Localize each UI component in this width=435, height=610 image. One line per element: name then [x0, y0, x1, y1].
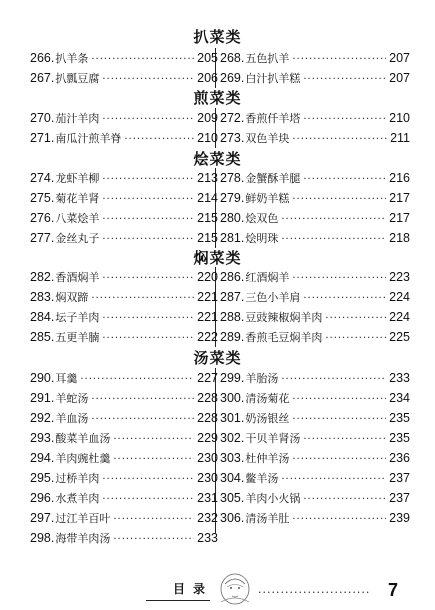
dish-name: 烩双色	[245, 212, 279, 225]
entry-number: 306.	[220, 511, 245, 525]
page-ref: 217	[389, 191, 410, 205]
dish-name: 焖双蹄	[55, 291, 89, 304]
toc-column-right	[220, 368, 410, 528]
leader-dots	[281, 230, 386, 248]
leader-dots	[91, 50, 194, 68]
leader-dots	[325, 329, 386, 347]
entry-number: 274.	[30, 171, 55, 185]
leader-dots	[292, 130, 387, 148]
entry-number: 297.	[30, 511, 55, 525]
dish-name: 鲜奶羊糕	[245, 192, 290, 205]
page-ref: 228	[197, 391, 218, 405]
leader-dots	[102, 490, 194, 508]
leader-dots	[303, 170, 386, 188]
dish-name: 三色小羊肩	[245, 291, 301, 304]
dish-name: 扒羊条	[55, 52, 89, 65]
leader-dots	[292, 510, 386, 528]
page-ref: 228	[197, 411, 218, 425]
page-ref: 234	[389, 391, 410, 405]
toc-entry[interactable]	[220, 208, 410, 228]
toc-entry[interactable]	[30, 368, 218, 388]
dish-name: 清汤菊花	[245, 392, 290, 405]
dish-name: 羊胎汤	[245, 372, 279, 385]
toc-entry[interactable]	[220, 287, 410, 307]
leader-dots	[281, 470, 386, 488]
dish-name: 红酒焖羊	[245, 271, 290, 284]
dish-name: 香煎仟羊塔	[245, 112, 301, 125]
leader-dots	[102, 470, 194, 488]
footer-rule	[146, 600, 210, 601]
toc-entry[interactable]	[220, 448, 410, 468]
page-ref: 217	[389, 211, 410, 225]
entry-number: 293.	[30, 431, 55, 445]
page-ref: 215	[197, 211, 218, 225]
portrait-emblem-icon	[212, 572, 258, 606]
leader-dots	[292, 190, 386, 208]
leader-dots	[91, 289, 194, 307]
toc-entry[interactable]	[220, 68, 410, 88]
entry-number: 280.	[220, 211, 245, 225]
dish-name: 过桥羊肉	[55, 472, 100, 485]
leader-dots	[102, 230, 194, 248]
page-ref: 233	[389, 371, 410, 385]
dish-name: 烩明珠	[245, 232, 279, 245]
entry-number: 270.	[30, 111, 55, 125]
toc-entry[interactable]	[30, 408, 218, 428]
leader-dots	[113, 430, 194, 448]
leader-dots	[91, 390, 194, 408]
dish-name: 龙虾羊柳	[55, 172, 100, 185]
dish-name: 坛子羊肉	[55, 311, 100, 324]
dish-name: 羊蛇汤	[55, 392, 89, 405]
dish-name: 杜仲羊汤	[245, 452, 290, 465]
page-ref: 231	[197, 491, 218, 505]
leader-dots	[325, 309, 386, 327]
dish-name: 羊肉豌杜羹	[55, 452, 111, 465]
entry-number: 286.	[220, 270, 245, 284]
toc-entry[interactable]	[30, 528, 218, 548]
toc-column-left	[30, 108, 218, 148]
leader-dots	[102, 70, 194, 88]
dish-name: 白汁扒羊糕	[245, 72, 301, 85]
dish-name: 茄汁羊肉	[55, 112, 100, 125]
entry-number: 300.	[220, 391, 245, 405]
leader-dots	[80, 370, 194, 388]
entry-number: 272.	[220, 111, 245, 125]
toc-entry[interactable]	[30, 327, 218, 347]
leader-dots	[113, 510, 194, 528]
toc-entry[interactable]	[30, 267, 218, 287]
page-ref: 207	[389, 51, 410, 65]
toc-entry[interactable]	[30, 208, 218, 228]
page-ref: 236	[389, 451, 410, 465]
leader-dots	[292, 390, 386, 408]
page-ref: 222	[197, 330, 218, 344]
entry-number: 271.	[30, 131, 55, 145]
toc-entry[interactable]	[220, 267, 410, 287]
page-ref: 207	[389, 71, 410, 85]
dish-name: 清汤羊肚	[245, 512, 290, 525]
entry-number: 269.	[220, 71, 245, 85]
entry-number: 296.	[30, 491, 55, 505]
dish-name: 耳羹	[55, 372, 78, 385]
dish-name: 香酒焖羊	[55, 271, 100, 284]
dish-name: 过江羊百叶	[55, 512, 111, 525]
toc-entry[interactable]	[30, 428, 218, 448]
page-ref: 239	[389, 511, 410, 525]
toc-entry[interactable]	[30, 388, 218, 408]
entry-number: 291.	[30, 391, 55, 405]
toc-column-left	[30, 368, 218, 548]
toc-column-right	[220, 267, 410, 347]
page-ref: 225	[389, 330, 410, 344]
section-title-1: 煎菜类	[193, 89, 242, 107]
toc-entry[interactable]	[220, 388, 410, 408]
entry-number: 303.	[220, 451, 245, 465]
page-ref: 209	[197, 111, 218, 125]
page-ref: 233	[197, 531, 218, 545]
toc-entry[interactable]	[30, 508, 218, 528]
toc-column-left	[30, 267, 218, 347]
entry-number: 273.	[220, 131, 245, 145]
entry-number: 278.	[220, 171, 245, 185]
page-footer	[0, 578, 435, 608]
leader-dots	[292, 269, 386, 287]
dish-name: 羊肉小火锅	[245, 492, 301, 505]
leader-dots	[102, 170, 194, 188]
dish-name: 扒瓢豆腐	[55, 72, 100, 85]
page-ref: 237	[389, 471, 410, 485]
dish-name: 奶汤银丝	[245, 412, 290, 425]
entry-number: 299.	[220, 371, 245, 385]
page-ref: 205	[197, 51, 218, 65]
leader-dots	[303, 70, 386, 88]
toc-entry[interactable]	[30, 468, 218, 488]
page-ref: 214	[197, 191, 218, 205]
section-title-3: 焖菜类	[193, 249, 242, 267]
leader-dots	[303, 430, 386, 448]
section-title-4: 汤菜类	[193, 349, 242, 367]
toc-entry[interactable]	[30, 287, 218, 307]
leader-dots	[113, 450, 194, 468]
page-ref: 237	[389, 491, 410, 505]
toc-entry[interactable]	[30, 128, 218, 148]
section-title-2: 烩菜类	[193, 150, 242, 168]
page-ref: 215	[197, 231, 218, 245]
dish-name: 豆豉辣椒焖羊肉	[245, 311, 323, 324]
page-ref: 235	[389, 411, 410, 425]
toc-entry[interactable]	[30, 108, 218, 128]
leader-dots	[281, 210, 386, 228]
page-ref: 229	[197, 431, 218, 445]
toc-column-left	[30, 48, 218, 88]
toc-entry[interactable]	[30, 168, 218, 188]
page-ref: 216	[389, 171, 410, 185]
entry-number: 294.	[30, 451, 55, 465]
dish-name: 菊花羊肾	[55, 192, 100, 205]
leader-dots	[303, 490, 386, 508]
leader-dots	[292, 50, 386, 68]
dish-name: 干贝羊肾汤	[245, 432, 301, 445]
entry-number: 276.	[30, 211, 55, 225]
page-number: 7	[388, 580, 399, 600]
leader-dots	[102, 210, 194, 228]
entry-number: 283.	[30, 290, 55, 304]
entry-number: 267.	[30, 71, 55, 85]
leader-dots	[292, 410, 386, 428]
toc-entry[interactable]	[220, 408, 410, 428]
entry-number: 277.	[30, 231, 55, 245]
dish-name: 五色扒羊	[245, 52, 290, 65]
dish-name: 水煮羊肉	[55, 492, 100, 505]
entry-number: 284.	[30, 310, 55, 324]
page-ref: 223	[389, 270, 410, 284]
toc-entry[interactable]	[220, 228, 410, 248]
leader-dots	[102, 190, 194, 208]
dish-name: 双色羊块	[245, 132, 290, 145]
footer-dots: ·························	[258, 586, 371, 599]
leader-dots	[292, 450, 386, 468]
toc-entry[interactable]	[220, 307, 410, 327]
entry-number: 266.	[30, 51, 55, 65]
leader-dots	[102, 269, 194, 287]
toc-entry[interactable]	[220, 508, 410, 528]
entry-number: 301.	[220, 411, 245, 425]
leader-dots	[113, 530, 194, 548]
leader-dots	[124, 130, 194, 148]
leader-dots	[91, 410, 194, 428]
page-ref: 224	[389, 290, 410, 304]
page-ref: 230	[197, 451, 218, 465]
page-ref: 230	[197, 471, 218, 485]
entry-number: 302.	[220, 431, 245, 445]
toc-entry[interactable]	[220, 488, 410, 508]
toc-entry[interactable]	[30, 188, 218, 208]
footer-label: 目录	[173, 582, 214, 596]
page-ref: 232	[197, 511, 218, 525]
dish-name: 金蟹酥羊腿	[245, 172, 301, 185]
entry-number: 288.	[220, 310, 245, 324]
leader-dots	[102, 309, 194, 327]
toc-entry[interactable]	[220, 48, 410, 68]
toc-entry[interactable]	[30, 228, 218, 248]
page-ref: 210	[389, 111, 410, 125]
leader-dots	[303, 289, 386, 307]
section-title-0: 扒菜类	[193, 28, 242, 46]
toc-column-left	[30, 168, 218, 248]
page-ref: 218	[389, 231, 410, 245]
dish-name: 海带羊肉汤	[55, 532, 111, 545]
entry-number: 275.	[30, 191, 55, 205]
page-ref: 206	[197, 71, 218, 85]
page-ref: 211	[390, 131, 410, 145]
toc-entry[interactable]	[30, 68, 218, 88]
entry-number: 281.	[220, 231, 245, 245]
toc-column-right	[220, 168, 410, 248]
dish-name: 金丝丸子	[55, 232, 100, 245]
leader-dots	[281, 370, 386, 388]
page-ref: 213	[197, 171, 218, 185]
toc-entry[interactable]	[220, 428, 410, 448]
toc-entry[interactable]	[30, 307, 218, 327]
dish-name: 香煎毛豆焖羊肉	[245, 331, 323, 344]
toc-entry[interactable]	[220, 368, 410, 388]
page-ref: 220	[197, 270, 218, 284]
dish-name: 南瓜汁煎羊脊	[55, 132, 122, 145]
toc-entry[interactable]	[30, 48, 218, 68]
toc-entry[interactable]	[220, 468, 410, 488]
entry-number: 305.	[220, 491, 245, 505]
entry-number: 279.	[220, 191, 245, 205]
toc-entry[interactable]	[220, 128, 410, 148]
entry-number: 285.	[30, 330, 55, 344]
entry-number: 295.	[30, 471, 55, 485]
toc-entry[interactable]	[220, 327, 410, 347]
page-ref: 221	[197, 290, 218, 304]
toc-column-right	[220, 108, 410, 148]
toc-entry[interactable]	[220, 108, 410, 128]
dish-name: 八菜烩羊	[55, 212, 100, 225]
entry-number: 304.	[220, 471, 245, 485]
toc-entry[interactable]	[220, 168, 410, 188]
dish-name: 酸菜羊血汤	[55, 432, 111, 445]
leader-dots	[102, 110, 194, 128]
leader-dots	[303, 110, 386, 128]
dish-name: 鳖羊汤	[245, 472, 279, 485]
toc-entry[interactable]	[220, 188, 410, 208]
page-ref: 221	[197, 310, 218, 324]
toc-entry[interactable]	[30, 448, 218, 468]
entry-number: 292.	[30, 411, 55, 425]
toc-entry[interactable]	[30, 488, 218, 508]
page-ref: 210	[197, 131, 218, 145]
leader-dots	[102, 329, 194, 347]
entry-number: 289.	[220, 330, 245, 344]
entry-number: 282.	[30, 270, 55, 284]
page-ref: 224	[389, 310, 410, 324]
page-ref: 227	[197, 371, 218, 385]
entry-number: 268.	[220, 51, 245, 65]
entry-number: 290.	[30, 371, 55, 385]
page-ref: 235	[389, 431, 410, 445]
entry-number: 298.	[30, 531, 55, 545]
dish-name: 羊血汤	[55, 412, 89, 425]
toc-column-right	[220, 48, 410, 88]
entry-number: 287.	[220, 290, 245, 304]
dish-name: 五更羊腩	[55, 331, 100, 344]
